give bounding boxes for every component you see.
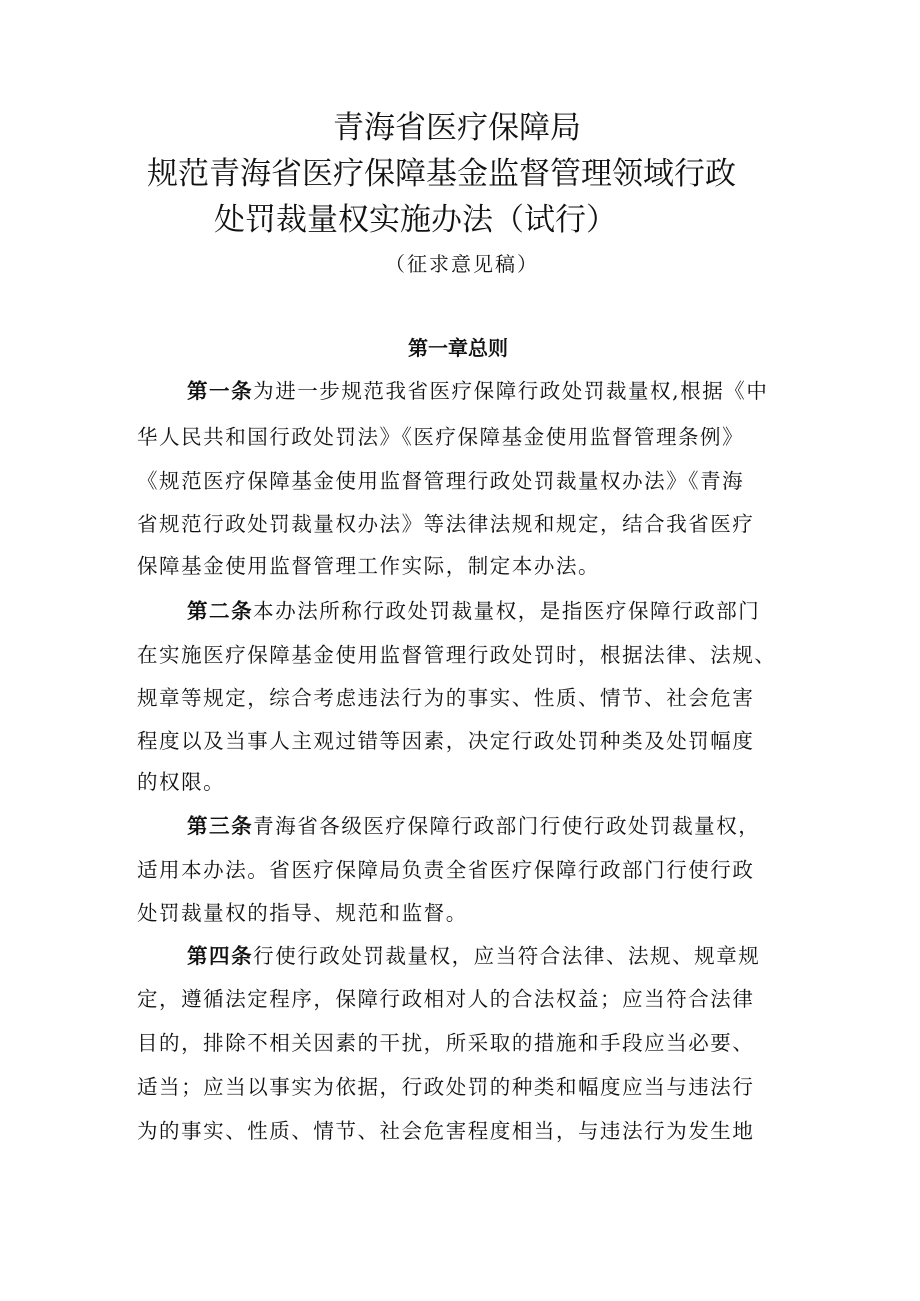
article-2-line-1 (187, 597, 760, 625)
article-text: 青海省各级医疗保障行政部门行使行政处罚裁量权， (253, 814, 761, 838)
chapter-heading: 第一章总则 (408, 336, 508, 360)
article-1-line-4: 省规范行政处罚裁量权办法》等法律法规和规定，结合我省医疗 (137, 512, 755, 536)
article-2-line-5: 的权限。 (137, 770, 226, 794)
article-1-line-1 (187, 377, 768, 405)
title-line-1: 青海省医疗保障局 (333, 110, 581, 146)
article-1-line-5: 保障基金使用监督管理工作实际，制定本办法。 (137, 554, 601, 578)
article-label: 第三条 (187, 814, 254, 838)
article-text: 行使行政处罚裁量权，应当符合法律、法规、规章规 (253, 944, 761, 968)
article-3-line-2: 适用本办法。省医疗保障局负责全省医疗保障行政部门行使行政 (137, 858, 755, 882)
title-line-2: 规范青海省医疗保障基金监督管理领域行政 (147, 156, 736, 192)
article-label: 第一条 (187, 379, 254, 403)
article-label: 第四条 (187, 944, 254, 968)
article-4-line-5: 为的事实、性质、情节、社会危害程度相当，与违法行为发生地 (137, 1119, 755, 1143)
article-1-line-2: 华人民共和国行政处罚法》《医疗保障基金使用监督管理条例》 (137, 425, 745, 449)
article-4-line-4: 适当；应当以事实为依据，行政处罚的种类和幅度应当与违法行 (137, 1075, 755, 1099)
article-label: 第二条 (187, 599, 254, 623)
title-line-3: 处罚裁量权实施办法（试行） (214, 202, 617, 238)
article-text: 为进一步规范我省医疗保障行政处罚裁量权,根据《中 (253, 379, 769, 403)
article-text: 本办法所称行政处罚裁量权，是指医疗保障行政部门 (253, 599, 761, 623)
article-2-line-3: 规章等规定，综合考虑违法行为的事实、性质、情节、社会危害 (137, 686, 755, 710)
article-3-line-3: 处罚裁量权的指导、规范和监督。 (137, 901, 468, 925)
article-3-line-1 (187, 812, 760, 840)
article-1-line-3: 《规范医疗保障基金使用监督管理行政处罚裁量权办法》《青海 (137, 469, 745, 493)
subtitle: （征求意见稿） (385, 252, 539, 276)
article-4-line-2: 定，遵循法定程序，保障行政相对人的合法权益；应当符合法律 (137, 987, 755, 1011)
article-2-line-2: 在实施医疗保障基金使用监督管理行政处罚时，根据法律、法规、 (137, 643, 777, 667)
article-4-line-3: 目的，排除不相关因素的干扰，所采取的措施和手段应当必要、 (137, 1031, 755, 1055)
article-4-line-1 (187, 942, 760, 970)
article-2-line-4: 程度以及当事人主观过错等因素，决定行政处罚种类及处罚幅度 (137, 729, 755, 753)
